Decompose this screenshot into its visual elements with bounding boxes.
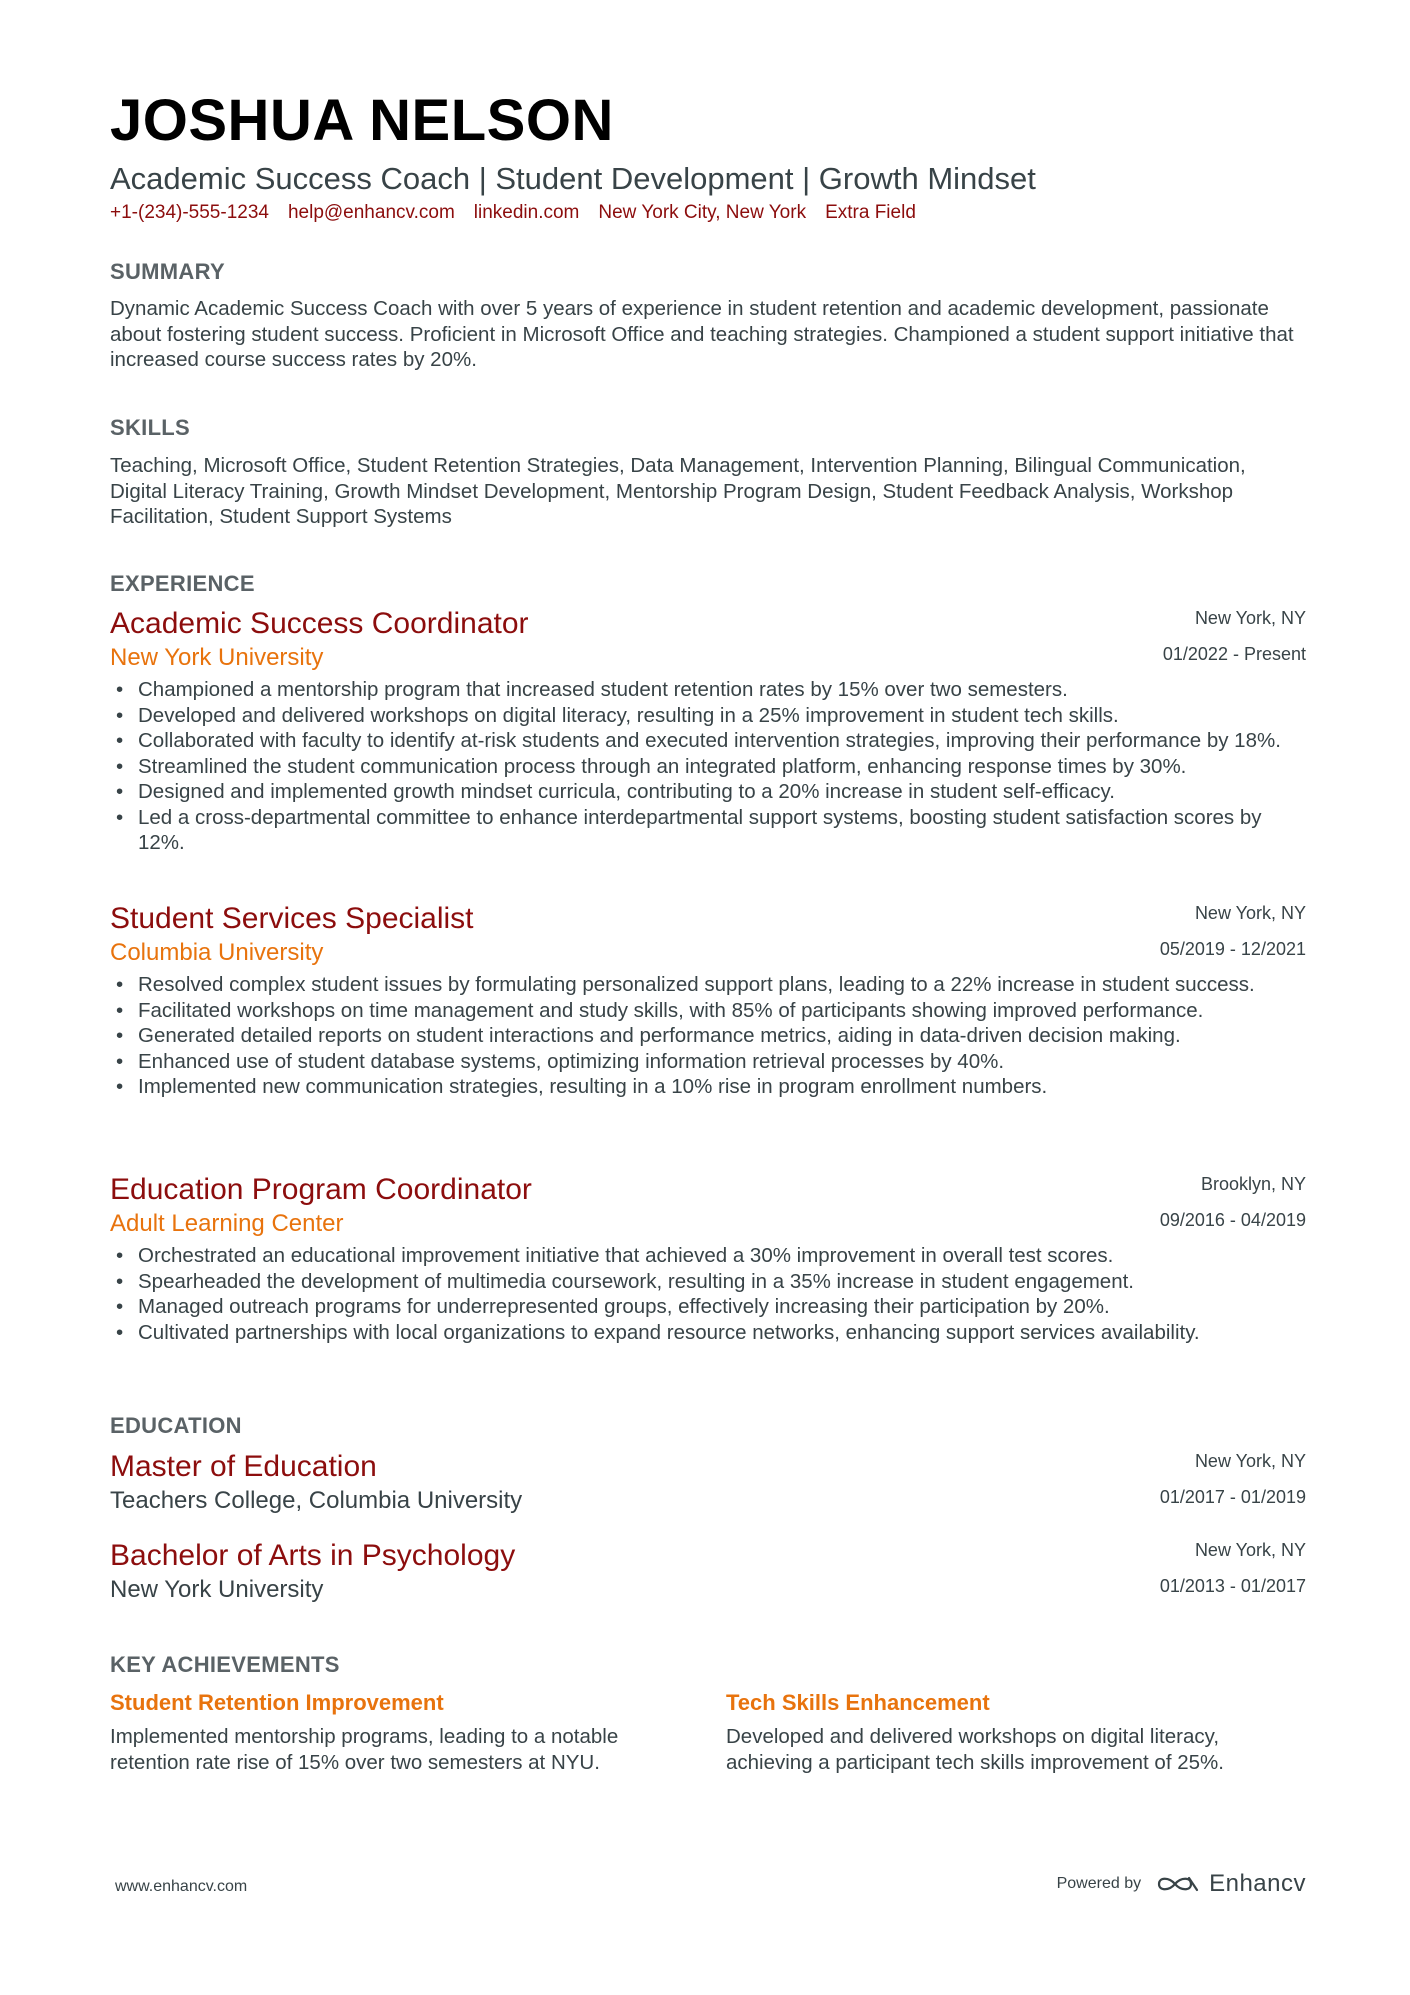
contact-email[interactable]: help@enhancv.com	[287, 202, 455, 223]
skills-heading: SKILLS	[110, 415, 191, 440]
skills-text: Teaching, Microsoft Office, Student Retention Strategies, Data Management, Intervention Planning, Bilingual Communication, Digital Literacy Training, Growth Mindset Development, Mentorship Program Design, Student Feedback Analysis, Workshop Facilitation, Student Support Systems	[110, 454, 1246, 528]
job-company: New York University	[110, 644, 324, 671]
list-item: • Collaborated with faculty to identify at-risk students and executed intervention strategies, improving their performance by 18%.	[110, 728, 1306, 754]
list-item: • Championed a mentorship program that increased student retention rates by 15% over two semesters.	[110, 677, 1306, 703]
powered-by-label: Powered by	[1056, 1875, 1142, 1892]
achievement-item	[726, 1690, 1296, 1775]
experience-heading: EXPERIENCE	[110, 571, 255, 596]
job-dates: 05/2019 - 12/2021	[1159, 939, 1306, 959]
candidate-title: Academic Success Coach | Student Development | Growth Mindset	[110, 161, 1036, 196]
degree-title: Master of Education	[110, 1450, 377, 1483]
job-location: New York, NY	[1194, 608, 1306, 628]
education-location: New York, NY	[1194, 1540, 1306, 1560]
education-location: New York, NY	[1194, 1451, 1306, 1471]
school-name: Teachers College, Columbia University	[110, 1487, 523, 1514]
contact-phone[interactable]: +1-(234)-555-1234	[110, 202, 269, 223]
education-heading: EDUCATION	[110, 1413, 242, 1438]
list-item: • Enhanced use of student database systems, optimizing information retrieval processes by 40%.	[110, 1049, 1306, 1075]
list-item: • Generated detailed reports on student interactions and performance metrics, aiding in data-driven decision making.	[110, 1023, 1306, 1049]
footer-branding	[1057, 1870, 1306, 1898]
degree-title: Bachelor of Arts in Psychology	[110, 1539, 516, 1572]
job-role: Student Services Specialist	[110, 902, 474, 935]
job-location: Brooklyn, NY	[1200, 1174, 1306, 1194]
list-item: • Designed and implemented growth mindset curricula, contributing to a 20% increase in student self-efficacy.	[110, 779, 1306, 805]
education-dates: 01/2013 - 01/2017	[1159, 1576, 1306, 1596]
list-item: • Led a cross-departmental committee to enhance interdepartmental support systems, boosting student satisfaction scores by 12%.	[110, 805, 1306, 856]
job-location: New York, NY	[1194, 903, 1306, 923]
list-item: • Streamlined the student communication process through an integrated platform, enhancing response times by 30%.	[110, 754, 1306, 780]
list-item: • Resolved complex student issues by formulating personalized support plans, leading to a 22% increase in student success.	[110, 972, 1306, 998]
job-dates: 01/2022 - Present	[1162, 644, 1306, 664]
job-dates: 09/2016 - 04/2019	[1159, 1210, 1306, 1230]
contact-extra: Extra Field	[825, 202, 916, 223]
job-bullets	[110, 972, 1306, 1100]
job-role: Education Program Coordinator	[110, 1173, 532, 1206]
school-name: New York University	[110, 1576, 324, 1603]
list-item: • Cultivated partnerships with local organizations to expand resource networks, enhancing support services availability.	[110, 1320, 1306, 1346]
summary-heading: SUMMARY	[110, 259, 225, 284]
achievements-heading: KEY ACHIEVEMENTS	[110, 1652, 340, 1677]
list-item: • Orchestrated an educational improvement initiative that achieved a 30% improvement in overall test scores.	[110, 1243, 1306, 1269]
contact-linkedin[interactable]: linkedin.com	[473, 202, 580, 223]
achievement-desc: Developed and delivered workshops on digital literacy, achieving a participant tech skills improvement of 25%.	[726, 1725, 1224, 1774]
list-item: • Developed and delivered workshops on digital literacy, resulting in a 25% improvement in student tech skills.	[110, 703, 1306, 729]
brand-name: Enhancv	[1209, 1870, 1306, 1897]
job-company: Columbia University	[110, 939, 324, 966]
summary-text: Dynamic Academic Success Coach with over 5 years of experience in student retention and academic development, passionate about fostering student success. Proficient in Microsoft Office and teaching strategies. Championed a student support initiative that increased course success rates by 20%.	[110, 297, 1294, 371]
job-bullets	[110, 1243, 1306, 1345]
contact-location: New York City, New York	[598, 202, 807, 223]
achievement-item	[110, 1690, 680, 1775]
list-item: • Implemented new communication strategies, resulting in a 10% rise in program enrollment numbers.	[110, 1074, 1306, 1100]
list-item: • Managed outreach programs for underrepresented groups, effectively increasing their participation by 20%.	[110, 1294, 1306, 1320]
candidate-name: JOSHUA NELSON	[110, 88, 614, 153]
list-item: • Facilitated workshops on time management and study skills, with 85% of participants showing improved performance.	[110, 998, 1306, 1024]
list-item: • Spearheaded the development of multimedia coursework, resulting in a 35% increase in student engagement.	[110, 1269, 1306, 1295]
job-role: Academic Success Coordinator	[110, 607, 529, 640]
job-bullets	[110, 677, 1306, 856]
enhancv-brand[interactable]	[1155, 1870, 1306, 1898]
education-dates: 01/2017 - 01/2019	[1159, 1487, 1306, 1507]
achievement-title: Tech Skills Enhancement	[726, 1690, 990, 1715]
achievement-desc: Implemented mentorship programs, leading to a notable retention rate rise of 15% over two semesters at NYU.	[110, 1725, 619, 1774]
achievement-title: Student Retention Improvement	[110, 1690, 444, 1715]
enhancv-logo-icon	[1155, 1872, 1201, 1896]
footer-website[interactable]: www.enhancv.com	[115, 1878, 248, 1895]
job-company: Adult Learning Center	[110, 1210, 344, 1237]
contact-line	[110, 202, 916, 224]
